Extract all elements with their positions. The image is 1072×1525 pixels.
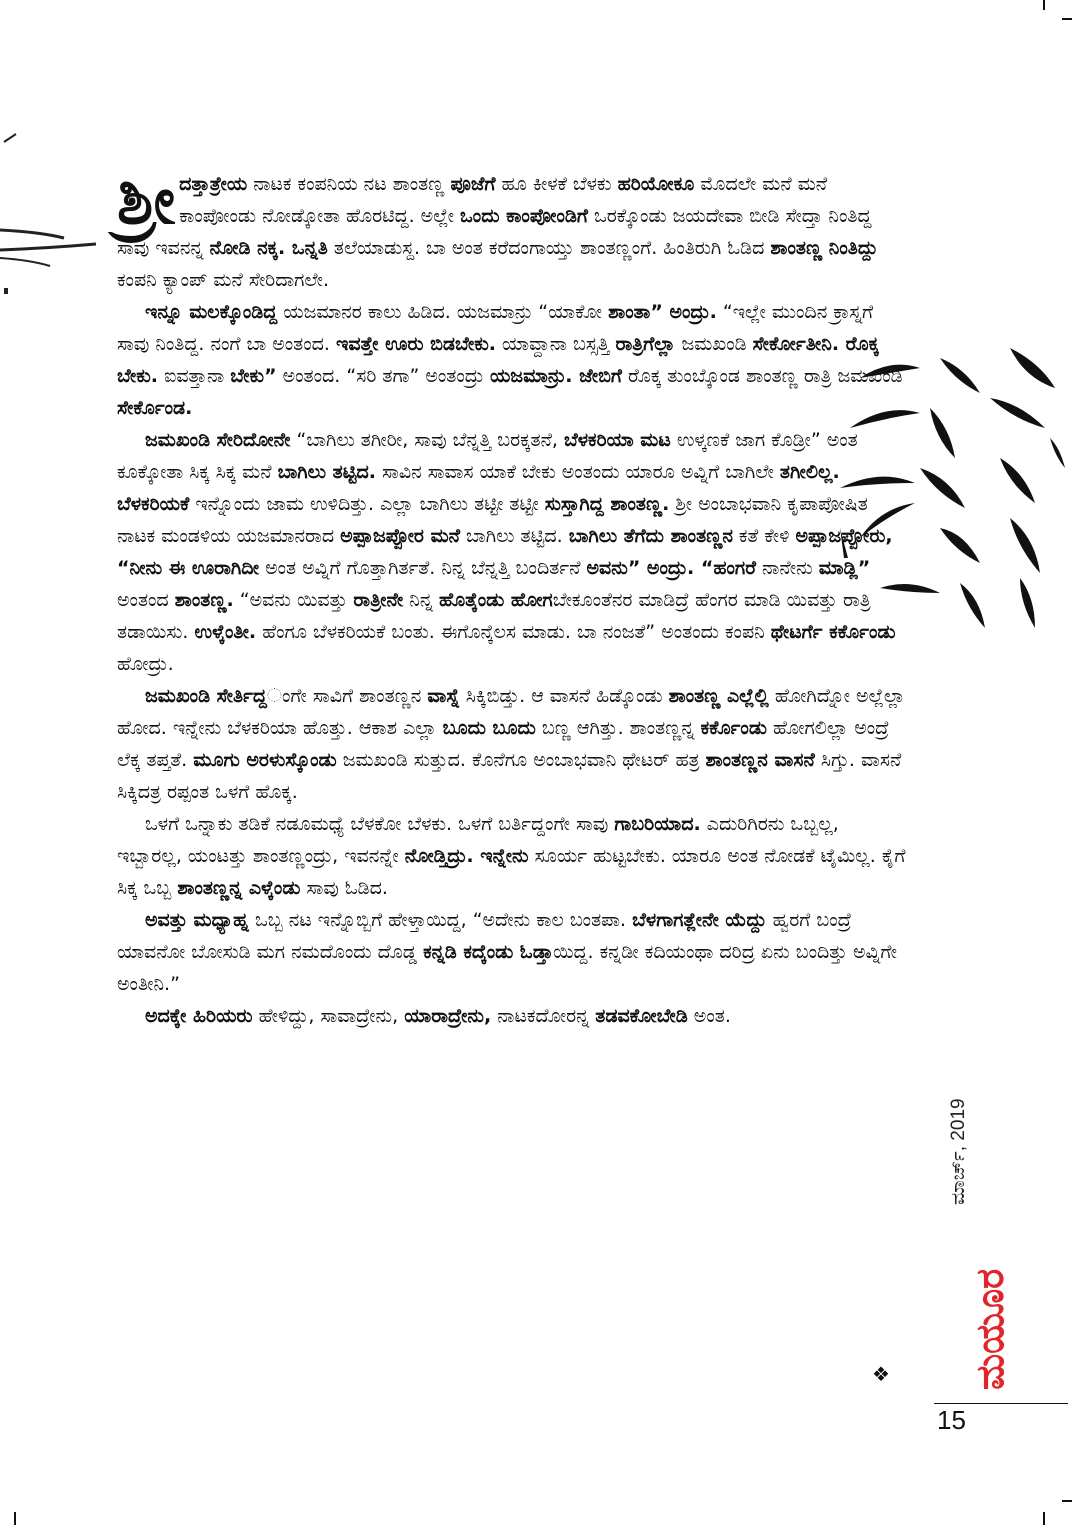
text-run: “ಇಲ್ಲೇ ಮುಂದಿನ ಕ್ರಾಸ್ನಗೆ ಸಾವು ನಿಂತಿದ್ದ. ನಂಗೆ ಬಾ ಅಂತಂದ. <box>117 301 874 355</box>
text-run: ಹೋದ್ರು. <box>117 653 174 675</box>
story-paragraphs <box>117 161 909 1032</box>
text-run: ಮೊದಲೇ ಮನೆ ಮನೆ ಕಾಂಪೋಂಡು ನೋಡ್ಕೋತಾ ಹೊರಟಿದ್ದ. ಅಲ್ಲೇ <box>179 173 828 227</box>
text-run: ಬಾಗಿಲು ತಟ್ಟಿದ. <box>277 461 376 483</box>
text-run: ಸೇರ್ಕೊಂಡ. <box>117 397 193 419</box>
text-run: ಶಾಂತಣ್ಣನ ವಾಸನೆ <box>705 749 815 771</box>
text-run: “ನೀನು ಈ ಊರಾಗಿದೀ <box>117 557 260 579</box>
text-run: ಐವತ್ತಾನಾ <box>158 365 231 387</box>
story-body <box>117 161 909 1032</box>
text-run: ಅಪ್ಪಾಜಪ್ಪೋರು, <box>795 525 893 547</box>
text-run: ಯಾವ್ದಾನಾ ಬಸ್ಸತ್ತಿ <box>496 333 616 355</box>
text-run: ಕರ್ಕೊಂಡು <box>700 717 767 739</box>
text-run: ತಡವಕೋಬೇಡಿ <box>595 1005 688 1027</box>
text-run: ಶಾಂತಾ” ಅಂದ್ರು. <box>608 301 717 323</box>
text-run: ಸೇರ್ಕೋತೀನಿ. ರೊಕ್ಕ ಬೇಕು. <box>117 333 879 387</box>
end-mark-icon: ❖ <box>872 1362 890 1386</box>
text-run: ಸಿಗ್ತು. ವಾಸನೆ ಸಿಕ್ಕಿದತ್ರ ರಪ್ಪಂತ ಒಳಗೆ ಹೊಕ್ಕ. <box>117 749 902 803</box>
text-run: ಶಾಂತಣ್ಣ ಎಲ್ಲೆಲ್ಲಿ <box>668 685 769 707</box>
text-run: ಸೂರ್ಯ ಹುಟ್ಟಬೇಕು. ಯಾರೂ ಅಂತ ನೋಡಕೆ ಟೈಮಿಲ್ಲ. ಕೈಗೆ ಸಿಕ್ಕ ಒಬ್ಬ <box>117 845 906 899</box>
footer-rule <box>934 1403 1068 1404</box>
text-run: ಹರಿಯೋಕೂ <box>617 173 695 195</box>
text-run: ಸಿಕ್ಕಿಬಿಡ್ತು. ಆ ವಾಸನೆ ಹಿಡ್ಕೊಂಡು <box>459 685 669 707</box>
text-run: ಅಂತ. <box>687 1005 731 1027</box>
text-run: ಬೇಕು” <box>230 365 277 387</box>
text-run: ಯಜಮಾನರ ಕಾಲು ಹಿಡಿದ. ಯಜಮಾನ್ರು “ಯಾಕೋ <box>277 301 609 323</box>
text-run: ಬೆಳಕರಿಯಾ ಮಟ <box>563 429 671 451</box>
text-run: ಒಳಗೆ ಒನ್ನಾಕು <box>145 813 233 835</box>
text-run: ಇನ್ನೂ ಮಲಕ್ಕೊಂಡಿದ್ದ <box>145 301 278 323</box>
text-run: ಥೇಟರ್ಗೆ ಕರ್ಕೊಂಡು <box>770 621 896 643</box>
text-run: ನೋಡಿ ನಕ್ಕ. ಒನ್ನತಿ <box>209 237 328 259</box>
text-run: ಇವತ್ತೇ ಊರು ಬಿಡಬೇಕು. <box>336 333 496 355</box>
text-run: ಬಣ್ಣ ಆಗಿತ್ತು. ಶಾಂತಣ್ಣನ್ನ <box>535 717 701 739</box>
text-run: ಶಾಂತಣ್ಣ ನಿಂತಿದ್ದು <box>770 237 878 259</box>
text-run: ಹೋಗಿದ್ನೋ ಅಲ್ಲೆಲ್ಲಾ ಹೋದ. ಇನ್ನೇನು ಬೆಳಕರಿಯಾ ಹೊತ್ತು. ಆಕಾಶ ಎಲ್ಲಾ <box>117 685 906 739</box>
text-run: ಉಳ್ಕೆಂತೀ. <box>194 621 257 643</box>
text-run: ಹೋಗಲಿಲ್ಲಾ ಅಂದ್ರೆ ಲೆಕ್ಕ ತಪ್ತತೆ. <box>117 717 890 771</box>
text-run: ಅಪ್ಪಾಜಪ್ಪೋರ ಮನೆ <box>340 525 460 547</box>
text-run: ಮಧ್ಯಾಹ್ನ <box>193 909 249 931</box>
text-run: ಶ್ರೀ ಅಂಬಾಭವಾನಿ ಕೃಪಾಪೋಷಿತ ನಾಟಕ ಮಂಡಳಿಯ ಯಜಮಾನರಾದ <box>117 493 868 547</box>
crop-mark <box>1062 18 1072 20</box>
text-run: ಶಾಂತಣ್ಣನ್ನ ಎಳ್ಕೆಂಡು <box>177 877 301 899</box>
text-run: ಯಾರಾದ್ರೇನು, <box>404 1005 492 1027</box>
text-run: ಹೂ ಕೀಳಕೆ ಬೆಳಕು <box>495 173 618 195</box>
crop-mark <box>14 1512 16 1525</box>
text-run: ಹೆಂಗೂ ಬೆಳಕರಿಯಕೆ ಬಂತು. ಈಗೊನ್ಕೆಲಸ ಮಾಡು. ಬಾ ನಂಜತೆ” ಅಂತಂದು ಕಂಪನಿ <box>256 621 771 643</box>
text-run: ಅಂತಂದ. “ಸರಿ ತಗಾ” ಅಂತಂದ್ರು <box>276 365 490 387</box>
story-paragraph <box>117 424 909 680</box>
text-run: ಜಮಖಂಡಿ <box>675 333 753 355</box>
story-paragraph <box>117 1000 909 1032</box>
crop-mark <box>1062 1500 1072 1502</box>
text-run: ಅಂತಂದ <box>117 589 175 611</box>
text-run: ಸಾವಿನ ಸಾವಾಸ ಯಾಕೆ ಬೇಕು ಅಂತಂದು ಯಾರೂ ಅವ್ನಿಗೆ ಬಾಗಿಲೇ <box>376 461 780 483</box>
text-run: ಜಮಖಂಡಿ ಸೇರಿದೋನೇ <box>145 429 291 451</box>
text-run: “ಅವನು ಯಿವತ್ತು <box>233 589 354 611</box>
text-run: ಜಮಖಂಡಿ ಸುತ್ತುದ. ಕೊನೆಗೂ ಅಂಬಾಭವಾನಿ ಥೇಟರ್ ಹತ್ರ <box>336 749 706 771</box>
text-run: ಸಾವು ಓಡಿದ. <box>300 877 388 899</box>
text-run: ಂಗೇ ಸಾವಿಗೆ ಶಾಂತಣ್ಣನ <box>266 685 428 707</box>
story-paragraph <box>117 904 909 1000</box>
crop-mark <box>1043 0 1045 10</box>
text-run: ಮೂಗು ಅರಳುಸ್ಕೊಂಡು <box>193 749 337 771</box>
text-run: ಗಾಬರಿಯಾದ. <box>614 813 701 835</box>
drop-cap: ಶ್ರೀ <box>117 161 176 239</box>
text-run: ಕಂಪನಿ ಕ್ಯಾಂಪ್ ಮನೆ ಸೇರಿದಾಗಲೇ. <box>117 269 330 291</box>
text-run: ಒರಕ್ಕೊಂಡು ಜಯದೇವಾ ಬೀಡಿ ಸೇದ್ತಾ ನಿಂತಿದ್ದ ಸಾವು ಇವನನ್ನ <box>117 205 872 259</box>
text-run: ರೊಕ್ಕ ತುಂಬ್ಕೊಂಡ ಶಾಂತಣ್ಣ ರಾತ್ರಿ ಜಮಖಂಡಿ <box>621 365 903 387</box>
text-run: ಪೂಜೆಗೆ <box>450 173 496 195</box>
text-run: ಬಾಗಿಲು ತಟ್ಟಿದ. <box>460 525 569 547</box>
text-run: ಬೂದು ಬೂದು <box>442 717 536 739</box>
text-run: ಅಂತ ಅವ್ನಿಗೆ ಗೊತ್ತಾಗಿರ್ತತೆ. ನಿನ್ನ ಬೆನ್ನತ್ತಿ ಬಂದಿರ್ತನೆ <box>259 557 587 579</box>
text-run: ಒಬ್ಬ ನಟ ಇನ್ನೊಬ್ಬಿಗೆ ಹೇಳ್ತಾಯಿದ್ದ, “ಅದೇನು ಕಾಲ ಬಂತಪಾ. <box>248 909 633 931</box>
text-run: ಶಾಂತಣ್ಣ. <box>174 589 234 611</box>
text-run: ಸುಸ್ತಾಗಿದ್ದ ಶಾಂತಣ್ಣ. <box>544 493 670 515</box>
text-run: “ಬಾಗಿಲು ತಗೀರೀ, ಸಾವು ಬೆನ್ನತ್ತಿ ಬರಕ್ಕತನೆ, <box>290 429 564 451</box>
margin-scribble <box>0 120 110 310</box>
text-run: ಯಜಮಾನ್ರು. ಜೇಬಿಗೆ <box>489 365 622 387</box>
text-run: ಅವನು” ಅಂದ್ರು. “ಹಂಗರೆ <box>586 557 757 579</box>
text-run: ನಿನ್ನ <box>403 589 440 611</box>
text-run: ಕನ್ನಡಿ ಕದ್ಕೆಂಡು ಓಡ್ತಾ <box>423 941 554 963</box>
text-run: ಉಳ್ಕಣಕೆ ಜಾಗ ಕೊಡ್ರೀ” ಅಂತ ಕೂಕ್ಕೋತಾ ಸಿಕ್ಕ ಸಿಕ್ಕ ಮನೆ <box>117 429 858 483</box>
text-run: ನಾಟಕ ಕಂಪನಿಯ ನಟ ಶಾಂತಣ್ಣ <box>247 173 451 195</box>
text-run: ತಗೀಲಿಲ್ಲ. ಬೆಳಕರಿಯಕೆ <box>117 461 840 515</box>
story-paragraph <box>117 680 909 808</box>
text-run: ಹ್ವರಗೆ ಬಂದ್ರೆ ಯಾವನೋ ಬೋಸುಡಿ ಮಗ ನಮದೊಂದು ದೊಡ್ಡ <box>117 909 852 963</box>
magazine-logo: ಮಯೂರ <box>968 1268 1012 1390</box>
text-run: ರಾತ್ರಿಗೆಲ್ಲಾ <box>615 333 676 355</box>
text-run: ಇನ್ನೊಂದು ಜಾಮ ಉಳಿದಿತ್ತು. ಎಲ್ಲಾ ಬಾಗಿಲು ತಟ್ಟೀ ತಟ್ಟೀ <box>189 493 545 515</box>
text-run: ಅವತ್ತು <box>145 909 188 931</box>
text-run: ಎದುರಿಗಿರನು ಒಬ್ಬಲ್ಲ, ಇಬ್ಬಾರಲ್ಲ, ಯಂಟತ್ತು ಶಾಂತಣ್ಣಂದ್ರು, ಇವನನ್ನೇ <box>117 813 839 867</box>
text-run: ಜಮಖಂಡಿ ಸೇರ್ತಿದ್ದ <box>145 685 267 707</box>
text-run: ರಾತ್ರೀನೇ <box>353 589 404 611</box>
text-run: ಬೇಕೂಂತೆನರ ಮಾಡಿದ್ರೆ ಹೆಂಗರ ಮಾಡಿ ಯಿವತ್ತು ರಾತ್ರಿ ತಡಾಯಿಸು. <box>117 589 871 643</box>
story-paragraph <box>117 161 909 296</box>
text-run: ಅದಕ್ಕೇ ಹಿರಿಯರು <box>145 1005 253 1027</box>
text-run: ವಾಸ್ನೆ <box>427 685 460 707</box>
text-run: ತಲೆಯಾಡುಸ್ದ. ಬಾ ಅಂತ ಕರೆದಂಗಾಯ್ತು ಶಾಂತಣ್ಣಂಗೆ. ಹಿಂತಿರುಗಿ ಓಡಿದ <box>327 237 771 259</box>
text-run: ನೋಡ್ತಿದ್ರು. ಇನ್ನೇನು <box>404 845 529 867</box>
crop-mark <box>1043 1512 1045 1525</box>
text-run: ಹೊತ್ಕೆಂಡು ಹೋಗ <box>439 589 553 611</box>
text-run: ಯಿದ್ದ. ಕನ್ನಡೀ ಕದಿಯಂಥಾ ದರಿದ್ರ ಏನು ಬಂದಿತ್ತು ಅವ್ನಿಗೇ ಅಂತೀನಿ.” <box>117 941 897 995</box>
text-run: ನಾಟಕದೋರನ್ನ <box>491 1005 596 1027</box>
text-run: ಬೆಳಗಾಗತ್ಲೇನೇ ಯೆದ್ದು <box>632 909 767 931</box>
text-run: ಹೇಳಿದ್ದು, ಸಾವಾದ್ರೇನು, <box>252 1005 405 1027</box>
text-run: ಮಾಡ್ಲಿ” <box>818 557 871 579</box>
story-paragraph <box>117 808 909 904</box>
text-run: ಬಾಗಿಲು ತೆಗೆದು ಶಾಂತಣ್ಣನ <box>568 525 733 547</box>
story-paragraph <box>117 296 909 424</box>
text-run: ನಾನೇನು <box>756 557 819 579</box>
text-run: ಕತೆ ಕೇಳಿ <box>732 525 796 547</box>
issue-date: ಮಾರ್ಚ್, 2019 <box>948 1098 969 1205</box>
text-run: ದತ್ತಾತ್ರೇಯ <box>179 173 248 195</box>
text-run: ತಡಿಕೆ ನಡೂಮಧ್ಯೆ ಬೆಳಕೋ ಬೆಳಕು. ಒಳಗೆ ಬರ್ತಿದ್ದಂಗೇ ಸಾವು <box>232 813 615 835</box>
page-number: 15 <box>937 1405 966 1435</box>
text-run: ಒಂದು ಕಾಂಪೋಂಡಿಗೆ <box>460 205 588 227</box>
